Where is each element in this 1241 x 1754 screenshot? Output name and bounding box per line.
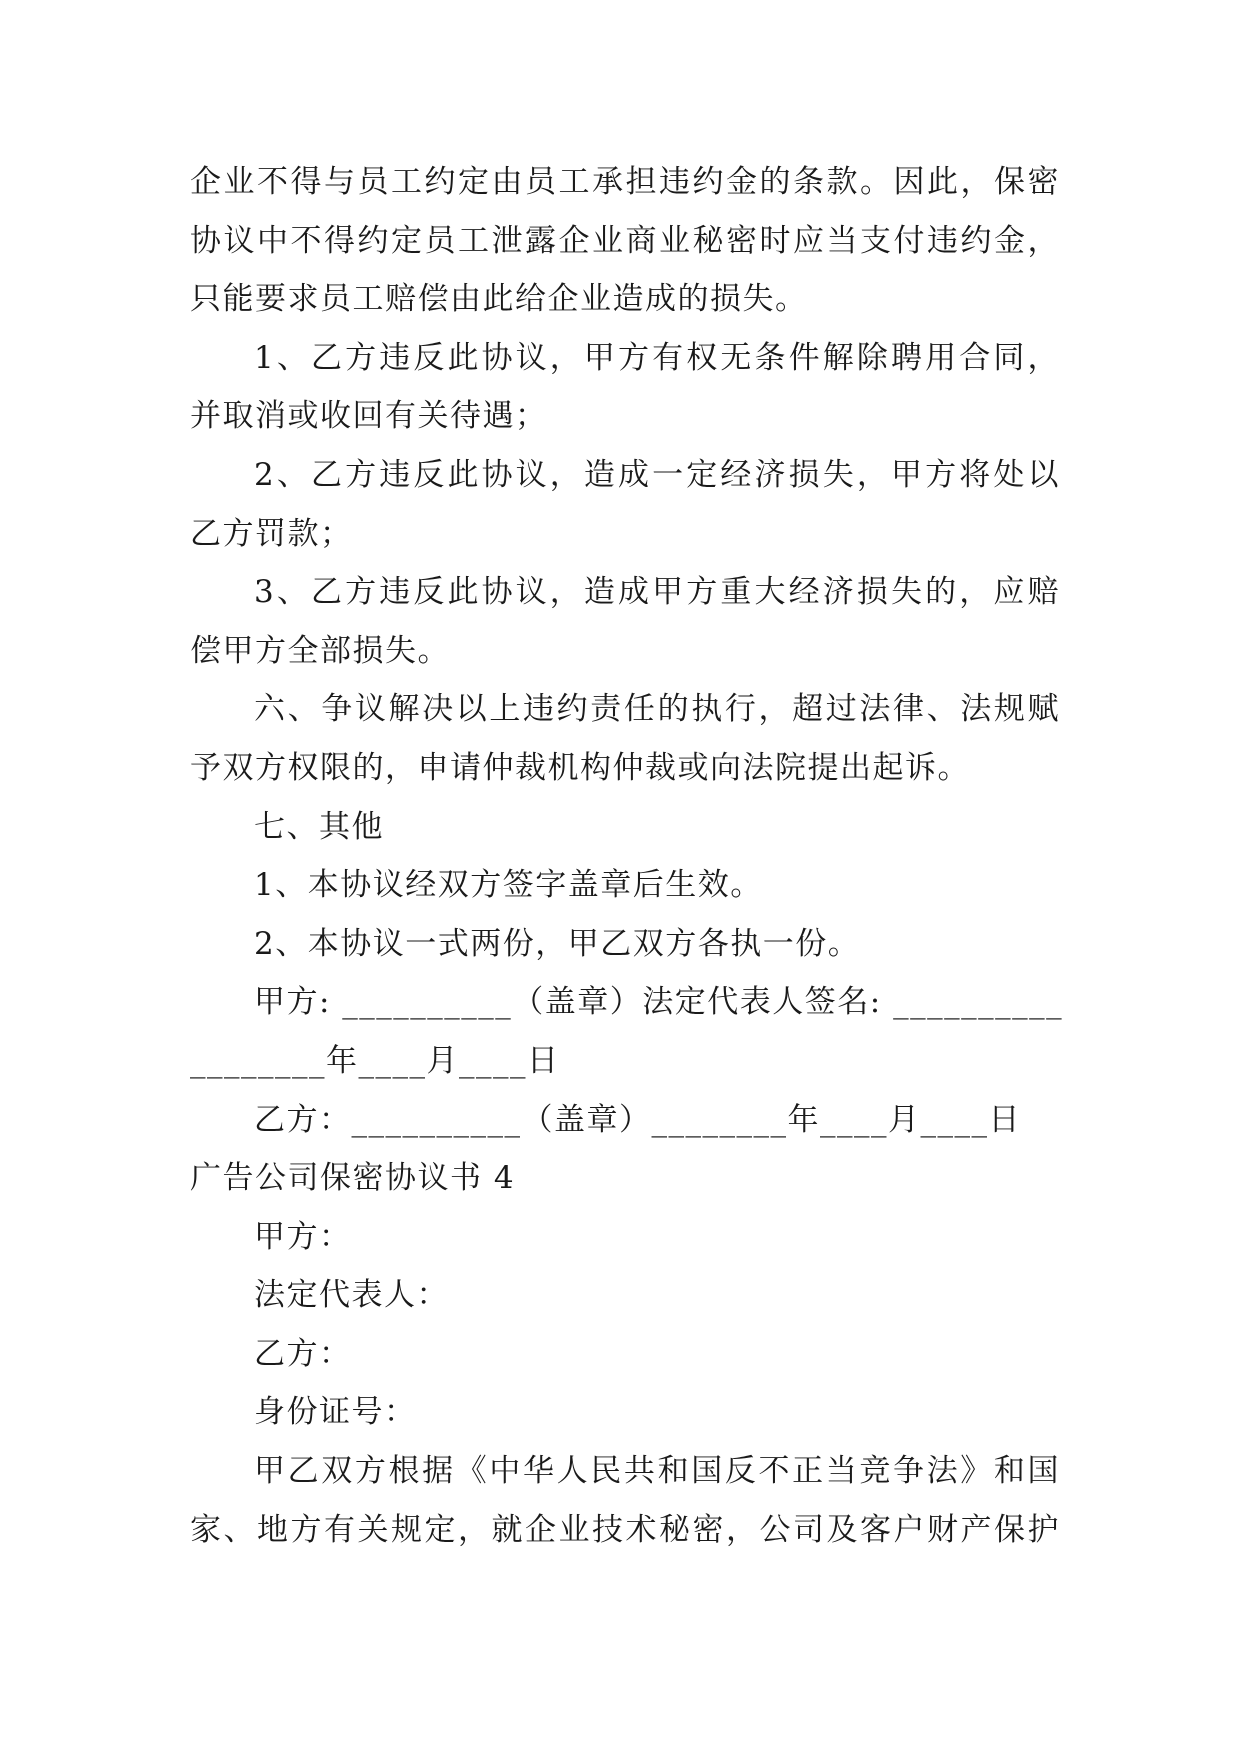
text-line: 协议中不得约定员工泄露企业商业秘密时应当支付违约金， [190, 222, 1060, 259]
legal-representative-field: 法定代表人： [254, 1277, 449, 1314]
text-line: 甲乙双方根据《中华人民共和国反不正当竞争法》和国 [254, 1453, 1060, 1490]
section-dispute-resolution: 六、争议解决以上违约责任的执行，超过法律、法规赋 [254, 691, 1060, 728]
text-line: 乙方罚款； [190, 515, 353, 552]
id-number-field: 身份证号： [254, 1394, 417, 1431]
clause-1: 1、乙方违反此协议，甲方有权无条件解除聘用合同， [254, 339, 1060, 376]
other-clause-2: 2、本协议一式两份，甲乙双方各执一份。 [254, 925, 861, 962]
other-clause-1: 1、本协议经双方签字盖章后生效。 [254, 867, 763, 904]
party-a-field: 甲方： [254, 1218, 352, 1255]
text-line: 企业不得与员工约定由员工承担违约金的条款。因此，保密 [190, 164, 1060, 200]
party-a-signature-line: 甲方: __________（盖章）法定代表人签名: __________ [254, 984, 1064, 1021]
clause-2: 2、乙方违反此协议，造成一定经济损失，甲方将处以 [254, 456, 1060, 493]
document-title: 广告公司保密协议书 4 [190, 1160, 516, 1197]
text-line: 只能要求员工赔偿由此给企业造成的损失。 [190, 281, 808, 318]
text-line: 予双方权限的，申请仲裁机构仲裁或向法院提出起诉。 [190, 749, 970, 786]
party-b-field: 乙方： [254, 1335, 352, 1372]
text-line: 家、地方有关规定，就企业技术秘密，公司及客户财产保护 [190, 1511, 1060, 1548]
text-line: 偿甲方全部损失。 [190, 632, 450, 669]
party-a-date-line: ________年____月____日 [190, 1042, 560, 1079]
party-b-signature-line: 乙方：__________（盖章）________年____月____日 [254, 1101, 1021, 1138]
document-body [190, 153, 1064, 1559]
clause-3: 3、乙方违反此协议，造成甲方重大经济损失的，应赔 [254, 574, 1060, 611]
text-line: 并取消或收回有关待遇； [190, 398, 548, 435]
section-other-heading: 七、其他 [254, 808, 384, 845]
